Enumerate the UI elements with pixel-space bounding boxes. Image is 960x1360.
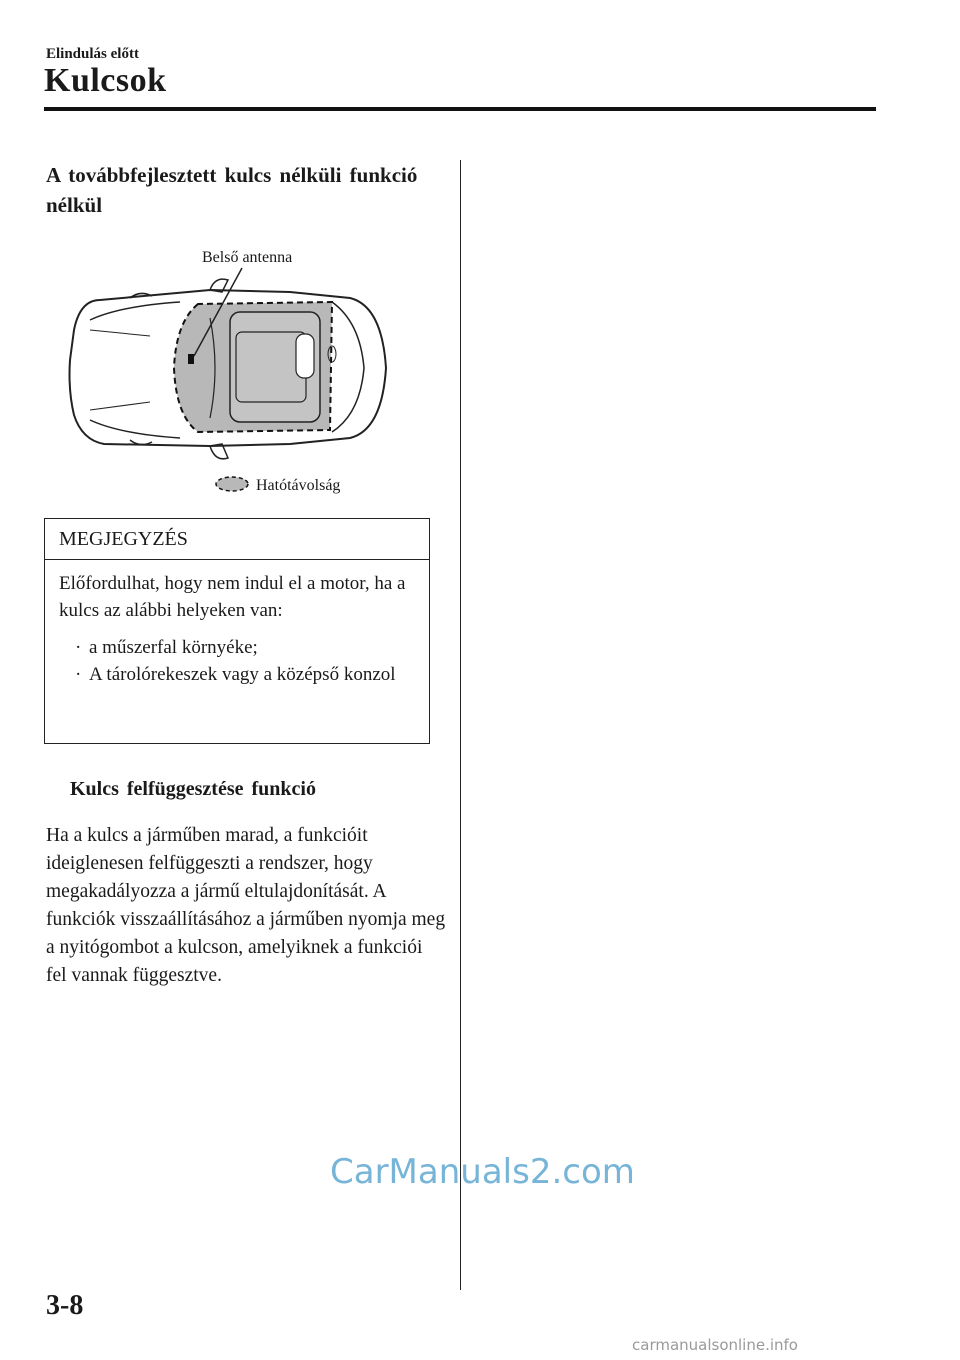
note-bullet-list: [59, 634, 415, 688]
note-intro: Előfordulhat, hogy nem indul el a motor, ha a kulcs az alábbi helyeken van:: [59, 573, 406, 621]
watermark-logo: CarManuals2.com: [330, 1152, 635, 1192]
car-diagram-figure: [60, 240, 400, 500]
antenna-marker: [188, 354, 194, 364]
subsection-body: Ha a kulcs a járműben marad, a funkcióit ideiglenesen felfüggeszti a rendszer, hogy megakadályozza a jármű eltulajdonítását. A funkciók visszaállításához a járműben nyomja meg a nyitógombot a kulcson, amelyiknek a funkciói fel vannak függesztve.: [46, 825, 446, 986]
page-number: 3-8: [46, 1290, 84, 1321]
note-body: [45, 560, 429, 688]
car-top-view-diagram: [60, 240, 400, 500]
range-label: Hatótávolság: [256, 477, 341, 494]
subsection-heading: Kulcs felfüggesztése funkció: [70, 778, 316, 800]
page-title: Kulcsok: [44, 62, 167, 99]
note-heading: MEGJEGYZÉS: [45, 519, 429, 560]
note-box: [44, 518, 430, 744]
section-heading: A továbbfejlesztett kulcs nélküli funkció nélkül: [46, 163, 418, 217]
note-bullet-item: · a műszerfal környéke;: [75, 634, 415, 661]
title-rule: [44, 107, 876, 111]
antenna-label: Belső antenna: [202, 249, 293, 266]
breadcrumb: Elindulás előtt: [46, 46, 139, 62]
note-bullet-item: · A tárolórekeszek vagy a középső konzol: [75, 661, 415, 688]
range-legend-icon: [216, 477, 248, 491]
column-divider: [460, 160, 461, 1290]
footer-site-text: carmanualsonline.info: [632, 1336, 798, 1354]
